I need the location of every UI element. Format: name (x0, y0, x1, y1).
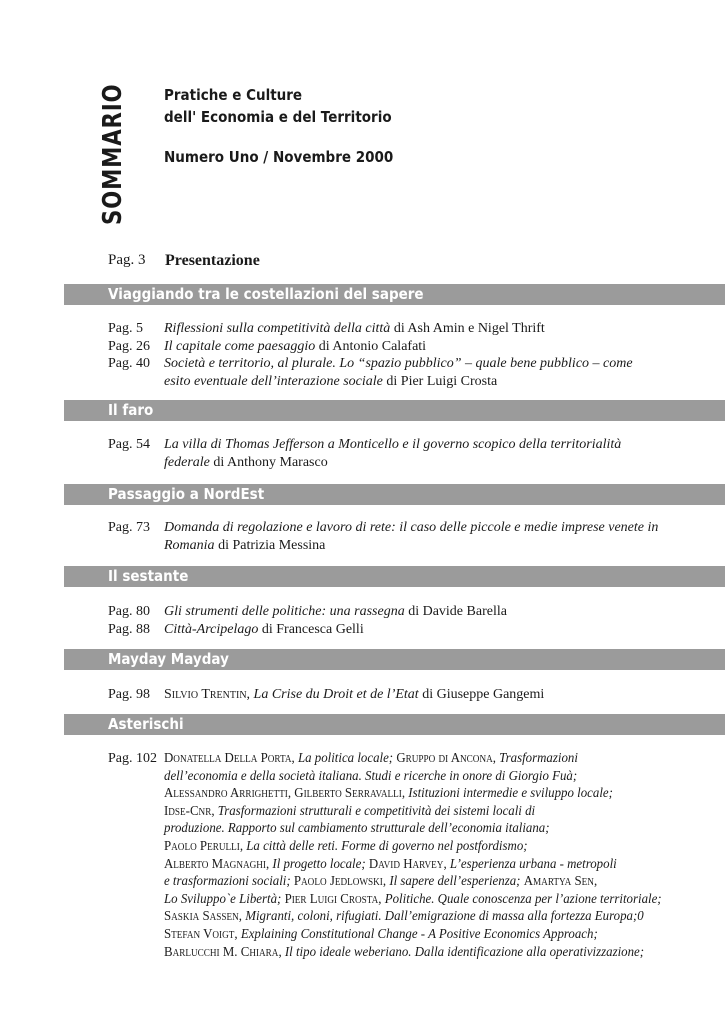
section-entries-il-faro (108, 436, 644, 471)
entry-author: di Davide Barella (404, 604, 507, 619)
entry-title: Città-Arcipelago (164, 621, 259, 637)
entry-author: di Francesca Gelli (258, 621, 364, 637)
entry-prefix-author: Silvio Trentin (164, 687, 247, 702)
toc-entry (108, 320, 719, 338)
entry-title: Domanda di regolazione e lavoro di rete: il caso delle piccole e medie imprese venete in Romania (164, 520, 659, 553)
book-title: produzione. Rapporto sul cambiamento strutturale dell’economia italiana; (164, 821, 550, 837)
page-number: Pag. 3 (108, 252, 146, 268)
entry-title: Il capitale come paesaggio (164, 338, 316, 354)
author-name: Donatella Della Porta (164, 751, 292, 766)
asterischi-line: Idse-Cnr, Trasformazioni strutturali e competitività dei sistemi locali di (164, 803, 536, 819)
section-entries-passaggio (108, 519, 664, 554)
asterischi-line: Alberto Magnaghi, Il progetto locale; David Harvey, L’esperienza urbana - metropoli (164, 856, 617, 872)
author-name: Alberto Magnaghi (164, 856, 266, 872)
book-title: Trasformazioni (499, 751, 578, 766)
toc-entry (108, 355, 719, 390)
book-title: e trasformazioni sociali; (164, 874, 291, 890)
asterischi-list (108, 750, 684, 961)
author-name: Barlucchi M. Chiara (164, 944, 279, 960)
entry-title: Riflessioni sulla competitività della città (164, 321, 391, 336)
author-name: Alessandro Arrighetti, Gilberto Serravalli (164, 786, 402, 802)
toc-entry (108, 519, 664, 554)
section-title: Il faro (108, 401, 154, 419)
toc-entry (108, 338, 719, 356)
page-number: Pag. 73 (108, 520, 150, 535)
book-title: Politiche. Quale conoscenza per l’azione territoriale; (384, 891, 662, 907)
author-name: David Harvey (368, 856, 444, 872)
book-title: La politica locale; (297, 751, 394, 766)
section-band-mayday-mayday (64, 649, 725, 670)
author-name: Saskia Sassen (164, 909, 239, 925)
section-title: Il sestante (108, 567, 189, 585)
section-band-passaggio-a-nordest (64, 484, 725, 505)
page-number: Pag. 26 (108, 338, 150, 354)
asterischi-line: Paolo Perulli, La città delle reti. Forme di governo nel postfordismo; (164, 838, 528, 854)
section-band-asterischi (64, 714, 725, 735)
asterischi-line: Donatella Della Porta, La politica locale; Gruppo di Ancona, Trasformazioni (164, 751, 578, 766)
asterischi-line: Barlucchi M. Chiara, Il tipo ideale weberiano. Dalla identificazione alla operativizzazione; (164, 944, 645, 960)
page-number: Pag. 80 (108, 604, 150, 619)
entry-author: di Patrizia Messina (214, 537, 326, 553)
book-title: Il sapere dell’esperienza; (389, 874, 521, 890)
author-name: Paolo Perulli (164, 838, 240, 854)
presentation-title: Presentazione (165, 252, 260, 269)
section-title: Asterischi (108, 715, 184, 733)
asterischi-line: Lo Sviluppo`e Libertà; Pier Luigi Crosta, Politiche. Quale conoscenza per l’azione territoriale; (164, 891, 662, 907)
author-name: Stefan Voigt (164, 926, 235, 942)
section-entries-viaggiando (108, 320, 719, 390)
entry-author: di Anthony Marasco (209, 454, 328, 470)
entry-author: di Giuseppe Gangemi (418, 687, 545, 702)
entry-title: Gli strumenti delle politiche: una rassegna (164, 604, 405, 619)
page-number: Pag. 40 (108, 356, 150, 371)
section-band-il-faro (64, 400, 725, 421)
asterischi-line: Stefan Voigt, Explaining Constitutional Change - A Positive Economics Approach; (164, 926, 598, 942)
book-title: La città delle reti. Forme di governo nel postfordismo; (246, 838, 528, 854)
book-title: Trasformazioni strutturali e competitività dei sistemi locali di (217, 803, 536, 819)
asterischi-line: Alessandro Arrighetti, Gilberto Serravalli, Istituzioni intermedie e sviluppo locale; (164, 786, 613, 802)
book-title: Lo Sviluppo`e Libertà; (164, 891, 282, 907)
section-band-viaggiando (64, 284, 725, 305)
toc-entry: Pag. 98 Silvio Trentin, La Crise du Droit et de l’Etat di Giuseppe Gangemi (108, 687, 545, 702)
journal-title (164, 84, 417, 128)
asterischi-line: e trasformazioni sociali; Paolo Jedlowski, Il sapere dell’esperienza; Amartya Sen, (164, 874, 598, 890)
book-title: Il progetto locale; (272, 856, 366, 872)
journal-title-line-1: Pratiche e Culture (164, 86, 303, 104)
asterischi-line (164, 768, 642, 786)
entry-title: La Crise du Droit et de l’Etat (253, 687, 419, 702)
asterischi-entry (108, 750, 684, 961)
book-title: L’esperienza urbana - metropoli (449, 856, 617, 872)
entry-author: di Pier Luigi Crosta (382, 373, 498, 389)
toc-entry (108, 603, 719, 621)
book-title: Explaining Constitutional Change - A Positive Economics Approach; (240, 926, 598, 942)
section-entries-mayday (108, 686, 719, 704)
book-title: Migranti, coloni, rifugiati. Dall’emigrazione di massa alla fortezza Europa;0 (245, 909, 644, 925)
entry-title: Società e territorio, al plurale. Lo “spazio pubblico” – quale bene pubblico – come esito eventuale dell’interazione sociale (164, 356, 633, 389)
section-title: Passaggio a NordEst (108, 485, 265, 503)
page-number: Pag. 88 (108, 621, 150, 637)
author-name: Pier Luigi Crosta (284, 891, 379, 907)
page-number: Pag. 5 (108, 321, 143, 336)
section-band-il-sestante (64, 566, 725, 587)
sommario-heading: SOMMARIO (98, 83, 128, 225)
toc-entry (108, 436, 644, 471)
author-name: Gruppo di Ancona (396, 751, 493, 766)
book-title: Il tipo ideale weberiano. Dalla identificazione alla operativizzazione; (284, 944, 645, 960)
book-title: Istituzioni intermedie e sviluppo locale; (408, 786, 613, 802)
author-name: Amartya Sen (523, 874, 594, 890)
section-entries-il-sestante (108, 603, 719, 638)
issue-label: Numero Uno / Novembre 2000 (164, 148, 394, 166)
entry-author: di Antonio Calafati (315, 338, 427, 354)
page-number: Pag. 102 (108, 751, 157, 766)
entry-author: di Ash Amin e Nigel Thrift (390, 321, 545, 336)
author-name: Paolo Jedlowski (293, 874, 383, 890)
entry-title: La villa di Thomas Jefferson a Monticello e il governo scopico della territorialità federale (164, 437, 622, 470)
author-name: Idse-Cnr (164, 803, 212, 819)
asterischi-line: Saskia Sassen, Migranti, coloni, rifugiati. Dall’emigrazione di massa alla fortezza Europa;0 (164, 909, 644, 925)
section-title: Viaggiando tra le costellazioni del sapere (108, 285, 424, 303)
section-title: Mayday Mayday (108, 650, 229, 668)
toc-entry (108, 621, 719, 639)
page-number: Pag. 54 (108, 437, 150, 452)
book-title: dell’economia e della società italiana. Studi e ricerche in onore di Giorgio Fuà; (164, 768, 578, 784)
journal-title-line-2: dell' Economia e del Territorio (164, 108, 392, 126)
page-number: Pag. 98 (108, 687, 150, 702)
asterischi-line (164, 820, 642, 838)
